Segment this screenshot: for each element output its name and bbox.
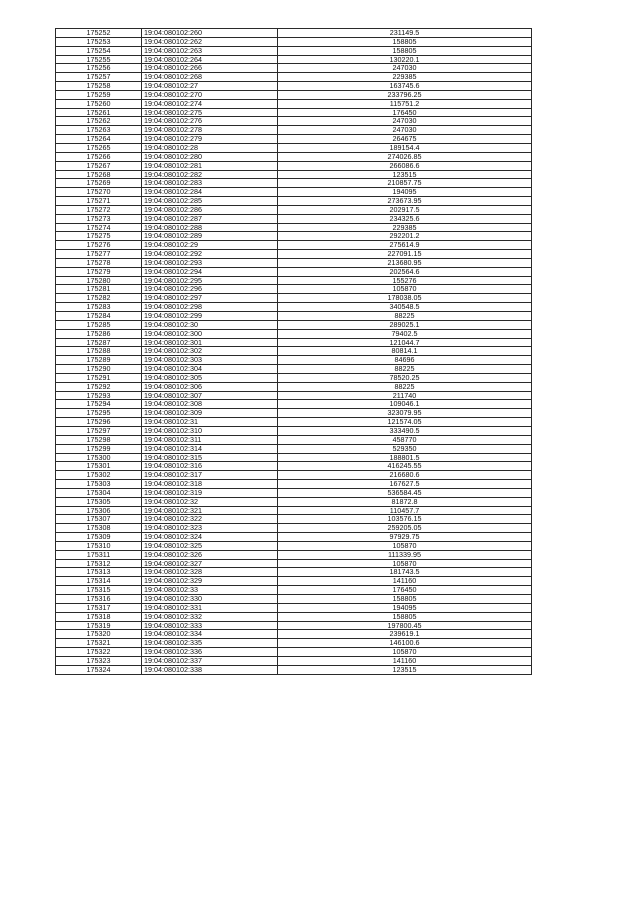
value-cell: 247030 xyxy=(278,117,532,126)
table-row xyxy=(56,356,532,365)
table-row xyxy=(56,524,532,533)
value-cell: 211740 xyxy=(278,391,532,400)
cadastral-number-cell: 19:04:080102:323 xyxy=(142,524,278,533)
cadastral-number-cell: 19:04:080102:264 xyxy=(142,55,278,64)
cadastral-number-cell: 19:04:080102:316 xyxy=(142,462,278,471)
table-row xyxy=(56,462,532,471)
value-cell: 81872.8 xyxy=(278,497,532,506)
cadastral-number-cell: 19:04:080102:314 xyxy=(142,444,278,453)
cadastral-number-cell: 19:04:080102:302 xyxy=(142,347,278,356)
table-row xyxy=(56,338,532,347)
table-row xyxy=(56,391,532,400)
row-number-cell: 175316 xyxy=(56,595,142,604)
table-row xyxy=(56,506,532,515)
value-cell: 121574.05 xyxy=(278,418,532,427)
row-number-cell: 175275 xyxy=(56,232,142,241)
row-number-cell: 175287 xyxy=(56,338,142,347)
table-row xyxy=(56,418,532,427)
table-row xyxy=(56,488,532,497)
value-cell: 97929.75 xyxy=(278,533,532,542)
cadastral-number-cell: 19:04:080102:303 xyxy=(142,356,278,365)
table-row xyxy=(56,621,532,630)
table-row xyxy=(56,568,532,577)
table-row xyxy=(56,550,532,559)
value-cell: 78520.25 xyxy=(278,373,532,382)
row-number-cell: 175295 xyxy=(56,409,142,418)
row-number-cell: 175282 xyxy=(56,294,142,303)
row-number-cell: 175278 xyxy=(56,258,142,267)
value-cell: 227091.15 xyxy=(278,250,532,259)
table-row xyxy=(56,648,532,657)
cadastral-number-cell: 19:04:080102:299 xyxy=(142,312,278,321)
row-number-cell: 175291 xyxy=(56,373,142,382)
cadastral-number-cell: 19:04:080102:281 xyxy=(142,161,278,170)
value-cell: 176450 xyxy=(278,586,532,595)
cadastral-number-cell: 19:04:080102:329 xyxy=(142,577,278,586)
table-row xyxy=(56,179,532,188)
cadastral-number-cell: 19:04:080102:30 xyxy=(142,320,278,329)
cadastral-number-cell: 19:04:080102:293 xyxy=(142,258,278,267)
value-cell: 202564.6 xyxy=(278,267,532,276)
table-row xyxy=(56,285,532,294)
value-cell: 167627.5 xyxy=(278,480,532,489)
row-number-cell: 175254 xyxy=(56,46,142,55)
row-number-cell: 175285 xyxy=(56,320,142,329)
value-cell: 105870 xyxy=(278,648,532,657)
table-row xyxy=(56,533,532,542)
table-row xyxy=(56,347,532,356)
cadastral-number-cell: 19:04:080102:306 xyxy=(142,382,278,391)
cadastral-number-cell: 19:04:080102:324 xyxy=(142,533,278,542)
value-cell: 213680.95 xyxy=(278,258,532,267)
table-row xyxy=(56,258,532,267)
row-number-cell: 175290 xyxy=(56,365,142,374)
row-number-cell: 175252 xyxy=(56,29,142,38)
cadastral-value-table xyxy=(55,28,532,675)
cadastral-number-cell: 19:04:080102:270 xyxy=(142,90,278,99)
value-cell: 239619.1 xyxy=(278,630,532,639)
value-cell: 340548.5 xyxy=(278,303,532,312)
cadastral-number-cell: 19:04:080102:319 xyxy=(142,488,278,497)
cadastral-number-cell: 19:04:080102:301 xyxy=(142,338,278,347)
row-number-cell: 175303 xyxy=(56,480,142,489)
row-number-cell: 175312 xyxy=(56,559,142,568)
table-row xyxy=(56,630,532,639)
cadastral-number-cell: 19:04:080102:282 xyxy=(142,170,278,179)
cadastral-number-cell: 19:04:080102:300 xyxy=(142,329,278,338)
table-row xyxy=(56,241,532,250)
cadastral-number-cell: 19:04:080102:31 xyxy=(142,418,278,427)
row-number-cell: 175266 xyxy=(56,152,142,161)
table-row xyxy=(56,400,532,409)
row-number-cell: 175304 xyxy=(56,488,142,497)
value-cell: 292201.2 xyxy=(278,232,532,241)
row-number-cell: 175281 xyxy=(56,285,142,294)
value-cell: 123515 xyxy=(278,665,532,674)
value-cell: 158805 xyxy=(278,37,532,46)
row-number-cell: 175300 xyxy=(56,453,142,462)
cadastral-number-cell: 19:04:080102:275 xyxy=(142,108,278,117)
table-row xyxy=(56,152,532,161)
value-cell: 266086.6 xyxy=(278,161,532,170)
value-cell: 194095 xyxy=(278,188,532,197)
cadastral-number-cell: 19:04:080102:307 xyxy=(142,391,278,400)
table-row xyxy=(56,471,532,480)
cadastral-number-cell: 19:04:080102:328 xyxy=(142,568,278,577)
value-cell: 105870 xyxy=(278,541,532,550)
value-cell: 121044.7 xyxy=(278,338,532,347)
table-row xyxy=(56,37,532,46)
row-number-cell: 175255 xyxy=(56,55,142,64)
cadastral-number-cell: 19:04:080102:305 xyxy=(142,373,278,382)
table-row xyxy=(56,276,532,285)
value-cell: 536584.45 xyxy=(278,488,532,497)
table-row xyxy=(56,329,532,338)
row-number-cell: 175302 xyxy=(56,471,142,480)
value-cell: 105870 xyxy=(278,559,532,568)
table-row xyxy=(56,595,532,604)
row-number-cell: 175308 xyxy=(56,524,142,533)
row-number-cell: 175261 xyxy=(56,108,142,117)
cadastral-number-cell: 19:04:080102:285 xyxy=(142,197,278,206)
value-cell: 259205.05 xyxy=(278,524,532,533)
cadastral-number-cell: 19:04:080102:280 xyxy=(142,152,278,161)
cadastral-number-cell: 19:04:080102:278 xyxy=(142,126,278,135)
cadastral-number-cell: 19:04:080102:284 xyxy=(142,188,278,197)
value-cell: 109046.1 xyxy=(278,400,532,409)
table-row xyxy=(56,46,532,55)
value-cell: 115751.2 xyxy=(278,99,532,108)
row-number-cell: 175323 xyxy=(56,656,142,665)
cadastral-number-cell: 19:04:080102:260 xyxy=(142,29,278,38)
value-cell: 105870 xyxy=(278,285,532,294)
row-number-cell: 175289 xyxy=(56,356,142,365)
cadastral-number-cell: 19:04:080102:333 xyxy=(142,621,278,630)
cadastral-number-cell: 19:04:080102:33 xyxy=(142,586,278,595)
value-cell: 416245.55 xyxy=(278,462,532,471)
cadastral-number-cell: 19:04:080102:334 xyxy=(142,630,278,639)
value-cell: 141160 xyxy=(278,577,532,586)
value-cell: 188801.5 xyxy=(278,453,532,462)
cadastral-number-cell: 19:04:080102:332 xyxy=(142,612,278,621)
table-row xyxy=(56,480,532,489)
value-cell: 123515 xyxy=(278,170,532,179)
value-cell: 176450 xyxy=(278,108,532,117)
row-number-cell: 175292 xyxy=(56,382,142,391)
value-cell: 189154.4 xyxy=(278,143,532,152)
cadastral-number-cell: 19:04:080102:308 xyxy=(142,400,278,409)
value-cell: 88225 xyxy=(278,382,532,391)
cadastral-number-cell: 19:04:080102:287 xyxy=(142,214,278,223)
cadastral-number-cell: 19:04:080102:279 xyxy=(142,135,278,144)
table-row xyxy=(56,117,532,126)
value-cell: 229385 xyxy=(278,223,532,232)
cadastral-number-cell: 19:04:080102:326 xyxy=(142,550,278,559)
row-number-cell: 175301 xyxy=(56,462,142,471)
cadastral-number-cell: 19:04:080102:262 xyxy=(142,37,278,46)
row-number-cell: 175284 xyxy=(56,312,142,321)
cadastral-number-cell: 19:04:080102:335 xyxy=(142,639,278,648)
cadastral-number-cell: 19:04:080102:325 xyxy=(142,541,278,550)
value-cell: 80814.1 xyxy=(278,347,532,356)
value-cell: 110457.7 xyxy=(278,506,532,515)
cadastral-number-cell: 19:04:080102:322 xyxy=(142,515,278,524)
row-number-cell: 175276 xyxy=(56,241,142,250)
table-row xyxy=(56,577,532,586)
value-cell: 247030 xyxy=(278,64,532,73)
table-row xyxy=(56,656,532,665)
value-cell: 181743.5 xyxy=(278,568,532,577)
value-cell: 158805 xyxy=(278,612,532,621)
value-cell: 158805 xyxy=(278,595,532,604)
row-number-cell: 175271 xyxy=(56,197,142,206)
cadastral-number-cell: 19:04:080102:28 xyxy=(142,143,278,152)
row-number-cell: 175299 xyxy=(56,444,142,453)
row-number-cell: 175297 xyxy=(56,426,142,435)
value-cell: 275614.9 xyxy=(278,241,532,250)
value-cell: 130220.1 xyxy=(278,55,532,64)
cadastral-number-cell: 19:04:080102:330 xyxy=(142,595,278,604)
table-row xyxy=(56,73,532,82)
cadastral-number-cell: 19:04:080102:288 xyxy=(142,223,278,232)
value-cell: 274026.85 xyxy=(278,152,532,161)
row-number-cell: 175277 xyxy=(56,250,142,259)
row-number-cell: 175280 xyxy=(56,276,142,285)
value-cell: 529350 xyxy=(278,444,532,453)
table-row xyxy=(56,515,532,524)
cadastral-number-cell: 19:04:080102:276 xyxy=(142,117,278,126)
row-number-cell: 175319 xyxy=(56,621,142,630)
table-row xyxy=(56,64,532,73)
row-number-cell: 175270 xyxy=(56,188,142,197)
row-number-cell: 175274 xyxy=(56,223,142,232)
table-row xyxy=(56,426,532,435)
row-number-cell: 175259 xyxy=(56,90,142,99)
value-cell: 229385 xyxy=(278,73,532,82)
value-cell: 264675 xyxy=(278,135,532,144)
table-row xyxy=(56,497,532,506)
table-row xyxy=(56,170,532,179)
table-body xyxy=(56,29,532,675)
value-cell: 197800.45 xyxy=(278,621,532,630)
table-row xyxy=(56,161,532,170)
cadastral-number-cell: 19:04:080102:309 xyxy=(142,409,278,418)
table-row xyxy=(56,312,532,321)
cadastral-number-cell: 19:04:080102:266 xyxy=(142,64,278,73)
table-row xyxy=(56,267,532,276)
row-number-cell: 175256 xyxy=(56,64,142,73)
cadastral-number-cell: 19:04:080102:292 xyxy=(142,250,278,259)
row-number-cell: 175321 xyxy=(56,639,142,648)
row-number-cell: 175263 xyxy=(56,126,142,135)
value-cell: 289025.1 xyxy=(278,320,532,329)
row-number-cell: 175262 xyxy=(56,117,142,126)
cadastral-number-cell: 19:04:080102:297 xyxy=(142,294,278,303)
row-number-cell: 175311 xyxy=(56,550,142,559)
cadastral-number-cell: 19:04:080102:304 xyxy=(142,365,278,374)
row-number-cell: 175260 xyxy=(56,99,142,108)
value-cell: 333490.5 xyxy=(278,426,532,435)
value-cell: 233796.25 xyxy=(278,90,532,99)
row-number-cell: 175273 xyxy=(56,214,142,223)
table-row xyxy=(56,205,532,214)
cadastral-number-cell: 19:04:080102:29 xyxy=(142,241,278,250)
table-row xyxy=(56,639,532,648)
value-cell: 158805 xyxy=(278,46,532,55)
cadastral-number-cell: 19:04:080102:274 xyxy=(142,99,278,108)
value-cell: 79402.5 xyxy=(278,329,532,338)
row-number-cell: 175298 xyxy=(56,435,142,444)
row-number-cell: 175320 xyxy=(56,630,142,639)
value-cell: 163745.6 xyxy=(278,82,532,91)
row-number-cell: 175265 xyxy=(56,143,142,152)
row-number-cell: 175253 xyxy=(56,37,142,46)
table-row xyxy=(56,90,532,99)
table-row xyxy=(56,612,532,621)
cadastral-number-cell: 19:04:080102:298 xyxy=(142,303,278,312)
cadastral-number-cell: 19:04:080102:286 xyxy=(142,205,278,214)
value-cell: 273673.95 xyxy=(278,197,532,206)
row-number-cell: 175286 xyxy=(56,329,142,338)
cadastral-number-cell: 19:04:080102:294 xyxy=(142,267,278,276)
row-number-cell: 175288 xyxy=(56,347,142,356)
table-row xyxy=(56,294,532,303)
table-row xyxy=(56,320,532,329)
table-row xyxy=(56,232,532,241)
cadastral-number-cell: 19:04:080102:289 xyxy=(142,232,278,241)
cadastral-number-cell: 19:04:080102:336 xyxy=(142,648,278,657)
table-row xyxy=(56,382,532,391)
row-number-cell: 175317 xyxy=(56,603,142,612)
table-row xyxy=(56,559,532,568)
row-number-cell: 175267 xyxy=(56,161,142,170)
cadastral-number-cell: 19:04:080102:318 xyxy=(142,480,278,489)
cadastral-number-cell: 19:04:080102:27 xyxy=(142,82,278,91)
value-cell: 178038.05 xyxy=(278,294,532,303)
value-cell: 458770 xyxy=(278,435,532,444)
value-cell: 84696 xyxy=(278,356,532,365)
table-row xyxy=(56,197,532,206)
table-row xyxy=(56,99,532,108)
row-number-cell: 175313 xyxy=(56,568,142,577)
table-row xyxy=(56,409,532,418)
cadastral-number-cell: 19:04:080102:32 xyxy=(142,497,278,506)
table-row xyxy=(56,665,532,674)
table-row xyxy=(56,435,532,444)
cadastral-number-cell: 19:04:080102:311 xyxy=(142,435,278,444)
table-row xyxy=(56,188,532,197)
row-number-cell: 175294 xyxy=(56,400,142,409)
row-number-cell: 175314 xyxy=(56,577,142,586)
row-number-cell: 175272 xyxy=(56,205,142,214)
cadastral-number-cell: 19:04:080102:331 xyxy=(142,603,278,612)
row-number-cell: 175318 xyxy=(56,612,142,621)
row-number-cell: 175258 xyxy=(56,82,142,91)
cadastral-number-cell: 19:04:080102:338 xyxy=(142,665,278,674)
cadastral-number-cell: 19:04:080102:283 xyxy=(142,179,278,188)
table-row xyxy=(56,223,532,232)
cadastral-number-cell: 19:04:080102:327 xyxy=(142,559,278,568)
table-row xyxy=(56,373,532,382)
value-cell: 88225 xyxy=(278,365,532,374)
row-number-cell: 175269 xyxy=(56,179,142,188)
table-row xyxy=(56,126,532,135)
cadastral-number-cell: 19:04:080102:315 xyxy=(142,453,278,462)
row-number-cell: 175309 xyxy=(56,533,142,542)
row-number-cell: 175293 xyxy=(56,391,142,400)
row-number-cell: 175257 xyxy=(56,73,142,82)
row-number-cell: 175268 xyxy=(56,170,142,179)
value-cell: 146100.6 xyxy=(278,639,532,648)
value-cell: 231149.5 xyxy=(278,29,532,38)
value-cell: 155276 xyxy=(278,276,532,285)
cadastral-number-cell: 19:04:080102:337 xyxy=(142,656,278,665)
table-row xyxy=(56,541,532,550)
value-cell: 194095 xyxy=(278,603,532,612)
row-number-cell: 175305 xyxy=(56,497,142,506)
value-cell: 216680.6 xyxy=(278,471,532,480)
row-number-cell: 175310 xyxy=(56,541,142,550)
row-number-cell: 175307 xyxy=(56,515,142,524)
row-number-cell: 175315 xyxy=(56,586,142,595)
row-number-cell: 175279 xyxy=(56,267,142,276)
value-cell: 141160 xyxy=(278,656,532,665)
table-row xyxy=(56,603,532,612)
table-row xyxy=(56,143,532,152)
table-row xyxy=(56,586,532,595)
table-row xyxy=(56,29,532,38)
value-cell: 323079.95 xyxy=(278,409,532,418)
cadastral-number-cell: 19:04:080102:317 xyxy=(142,471,278,480)
value-cell: 103576.15 xyxy=(278,515,532,524)
table-row xyxy=(56,453,532,462)
row-number-cell: 175322 xyxy=(56,648,142,657)
value-cell: 234325.6 xyxy=(278,214,532,223)
table-row xyxy=(56,303,532,312)
cadastral-number-cell: 19:04:080102:295 xyxy=(142,276,278,285)
cadastral-number-cell: 19:04:080102:310 xyxy=(142,426,278,435)
value-cell: 111339.95 xyxy=(278,550,532,559)
row-number-cell: 175324 xyxy=(56,665,142,674)
table-row xyxy=(56,55,532,64)
row-number-cell: 175306 xyxy=(56,506,142,515)
table-row xyxy=(56,250,532,259)
cadastral-number-cell: 19:04:080102:263 xyxy=(142,46,278,55)
value-cell: 247030 xyxy=(278,126,532,135)
table-row xyxy=(56,135,532,144)
table-row xyxy=(56,82,532,91)
cadastral-number-cell: 19:04:080102:296 xyxy=(142,285,278,294)
table-row xyxy=(56,108,532,117)
row-number-cell: 175296 xyxy=(56,418,142,427)
value-cell: 210857.75 xyxy=(278,179,532,188)
table-row xyxy=(56,444,532,453)
row-number-cell: 175283 xyxy=(56,303,142,312)
cadastral-number-cell: 19:04:080102:268 xyxy=(142,73,278,82)
table-row xyxy=(56,214,532,223)
row-number-cell: 175264 xyxy=(56,135,142,144)
table-row xyxy=(56,365,532,374)
value-cell: 202917.5 xyxy=(278,205,532,214)
value-cell: 88225 xyxy=(278,312,532,321)
cadastral-number-cell: 19:04:080102:321 xyxy=(142,506,278,515)
